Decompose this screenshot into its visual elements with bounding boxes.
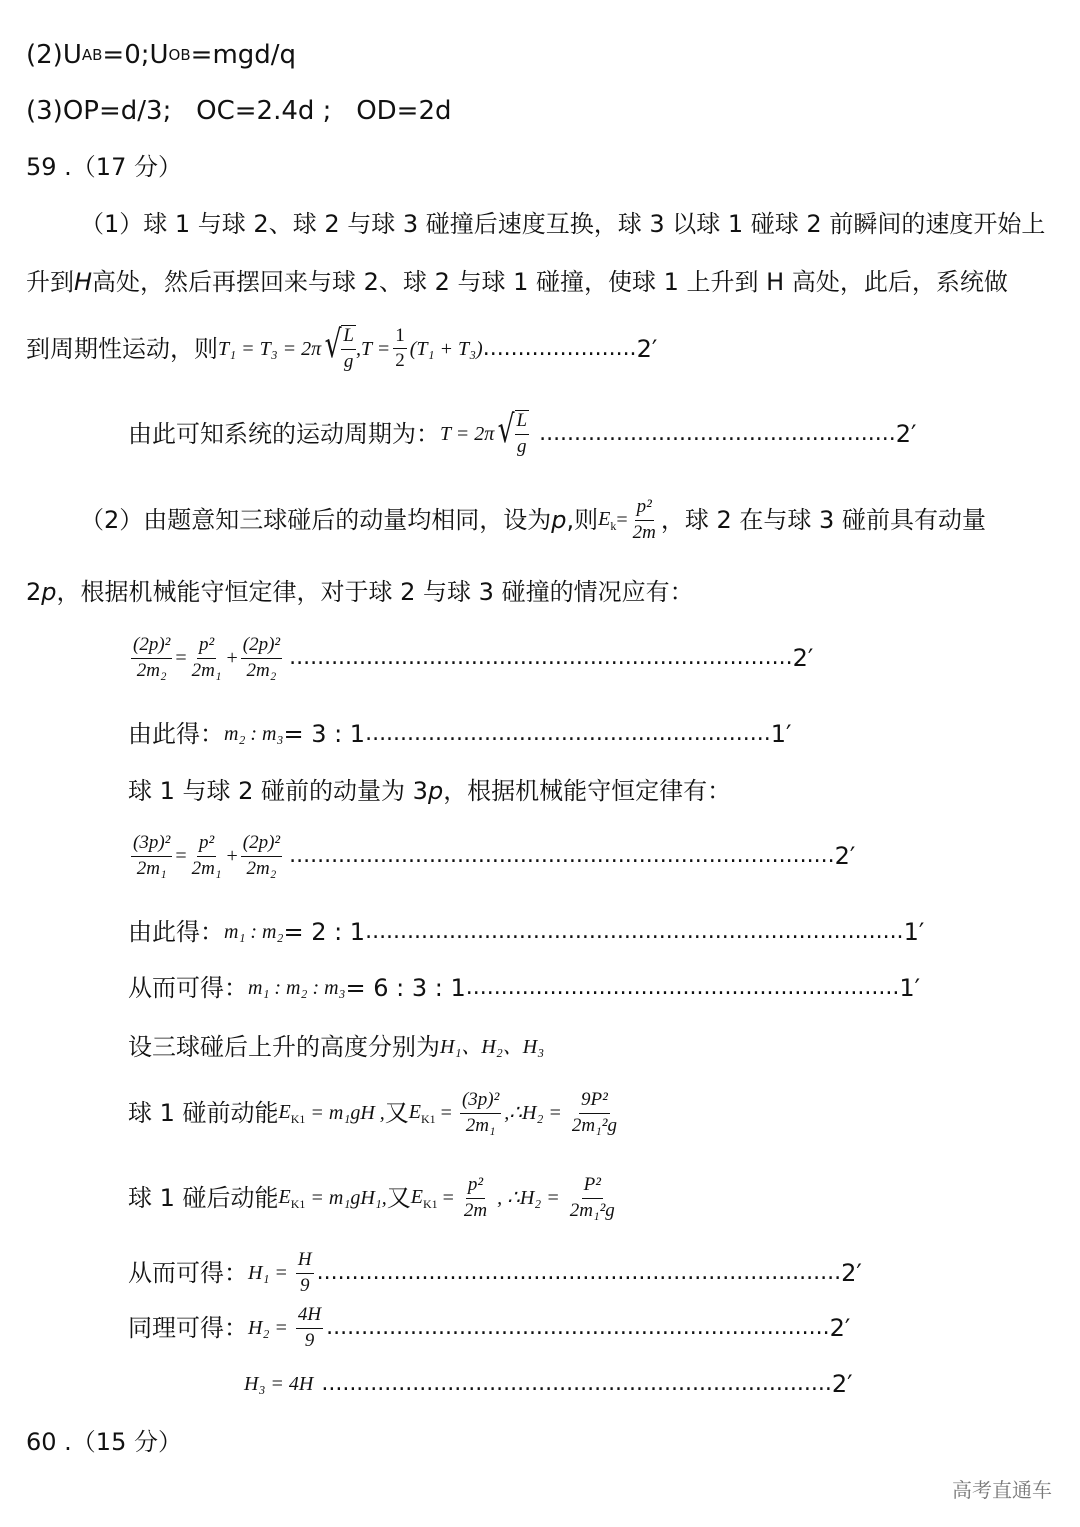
radical-sign: √ <box>324 322 342 366</box>
subscript-ab: AB <box>81 45 103 64</box>
leader-dots: ........................................................................... <box>316 1262 842 1285</box>
q59-part1-line2 <box>26 270 1008 294</box>
num: (3p)² <box>131 833 172 857</box>
ratio: = 3 : 1 <box>283 720 366 748</box>
text: 设三球碰后上升的高度分别为 <box>128 1033 440 1061</box>
text: 球 1 碰后动能 <box>128 1184 279 1213</box>
var-p: p <box>41 578 57 606</box>
den: 2m₂ <box>246 659 277 681</box>
formula: = m₁gH , <box>305 1102 385 1125</box>
den: 9 <box>300 1274 310 1296</box>
formula: H₂ = <box>248 1317 293 1340</box>
num: p² <box>197 635 216 659</box>
formula-heights: H₁、H₂、H₃ <box>440 1036 545 1058</box>
sqrt-l-over-g <box>494 407 529 458</box>
formula: m₁ : m₂ <box>224 921 284 943</box>
den: 2 <box>395 350 405 372</box>
num: L <box>515 411 530 435</box>
formula: H₃ = 4H <box>244 1373 314 1395</box>
equals: = <box>437 1187 459 1210</box>
score: 1′ <box>899 974 921 1002</box>
den: 2m₂ <box>136 659 167 681</box>
text-you: 又 <box>384 1099 409 1128</box>
den: 2m₂ <box>246 857 277 879</box>
k1: K1 <box>290 1196 306 1211</box>
answer-2-prefix: (2)U <box>26 40 82 70</box>
e: E <box>278 1100 291 1123</box>
formula: , ∴H₂ = <box>492 1187 565 1210</box>
formula-t: ,T = <box>355 337 391 360</box>
formula-sum: (T₁ + T₃) <box>409 337 483 360</box>
den: 9 <box>304 1329 315 1351</box>
q59-heading: 59 .（17 分） <box>26 153 182 181</box>
fraction <box>460 1090 501 1137</box>
equals: = <box>616 509 628 532</box>
den: g <box>517 435 527 457</box>
watermark: 高考直通车 <box>952 1478 1052 1502</box>
k1: K1 <box>422 1196 438 1211</box>
text: 升到 <box>26 268 74 296</box>
num: (2p)² <box>241 833 282 857</box>
text: 到周期性运动，则 <box>26 334 218 363</box>
formula: m₁ : m₂ : m₃ <box>248 977 346 999</box>
h2-line <box>128 1305 850 1352</box>
ek1 <box>279 1187 306 1210</box>
e: E <box>410 1185 423 1208</box>
leader-dots: ................................................... <box>539 422 896 445</box>
num: P² <box>582 1175 603 1199</box>
ke-after-line <box>128 1175 620 1222</box>
text: 从而可得： <box>128 1259 248 1288</box>
leader-dots: .......................................................... <box>365 723 771 745</box>
score: 2′ <box>636 334 658 363</box>
period-line <box>128 407 917 458</box>
fraction <box>190 833 224 880</box>
leader-dots: .............................................................................. <box>289 845 835 868</box>
text: （2）由题意知三球碰后的动量均相同，设为 <box>80 506 552 535</box>
fraction-p2-2m <box>631 497 658 544</box>
leader-dots: ............................................................................. <box>365 921 904 943</box>
leader-dots: .............................................................. <box>465 977 900 999</box>
fraction <box>462 1175 489 1222</box>
score: 2′ <box>792 644 814 673</box>
subscript-ob: OB <box>168 45 191 64</box>
result-m1-m2-m3 <box>128 976 920 1000</box>
formula: m₂ : m₃ <box>224 723 284 745</box>
e: E <box>408 1100 421 1123</box>
answer-2-mid: =0;U <box>102 40 169 70</box>
text: 同理可得： <box>128 1314 248 1343</box>
num: p² <box>197 833 216 857</box>
ke-before-line <box>128 1090 622 1137</box>
score: 2′ <box>834 842 856 871</box>
num: (2p)² <box>241 635 282 659</box>
k1: K1 <box>420 1111 436 1126</box>
num: 1 <box>393 326 407 350</box>
score: 2′ <box>831 1370 853 1398</box>
text: 高处，然后再摆回来与球 2、球 2 与球 1 碰撞，使球 1 上升到 H 高处，此后，系统做 <box>92 268 1008 296</box>
k1: K1 <box>290 1111 306 1126</box>
text: 球 1 碰前动能 <box>128 1099 279 1128</box>
equals: = <box>175 647 187 670</box>
den: 2m <box>463 1199 488 1221</box>
score: 2′ <box>841 1259 862 1288</box>
heights-line <box>128 1035 544 1059</box>
radical-sign: √ <box>497 407 515 451</box>
var-h: H <box>74 268 93 296</box>
result-m1-m2 <box>128 920 924 944</box>
text: 由此可知系统的运动周期为： <box>128 419 440 448</box>
num: L <box>341 326 356 350</box>
var-p: p <box>551 506 567 535</box>
formula: ,∴H₂ = <box>504 1102 567 1125</box>
fraction <box>241 833 282 880</box>
leader-dots: ........................................................................ <box>289 647 793 670</box>
ek1 <box>411 1187 438 1210</box>
num: p² <box>466 1175 485 1199</box>
h3-line <box>244 1372 853 1396</box>
text: 由此得： <box>128 720 224 748</box>
num: (2p)² <box>131 635 172 659</box>
q60-heading: 60 .（15 分） <box>26 1428 182 1456</box>
fraction <box>131 833 172 880</box>
num: (3p)² <box>460 1090 501 1114</box>
text: ，根据机械能守恒定律，对于球 2 与球 3 碰撞的情况应有： <box>56 578 694 606</box>
den: 2m₁²g <box>569 1199 615 1221</box>
formula-t1-t3: T₁ = T₃ = 2π <box>218 337 322 360</box>
den: 2m₁ <box>191 659 222 681</box>
plus: + <box>226 845 238 868</box>
text: 2 <box>26 578 42 606</box>
ek1 <box>409 1102 436 1125</box>
fraction-half <box>393 326 407 373</box>
e: E <box>278 1185 291 1208</box>
fraction <box>190 635 224 682</box>
text: ,则 <box>566 506 599 535</box>
text: 从而可得： <box>128 974 248 1002</box>
var-p: p <box>427 777 444 805</box>
answer-2-end: =mgd/q <box>190 40 297 70</box>
ratio: = 2 : 1 <box>283 918 366 946</box>
fraction <box>296 1305 323 1352</box>
q59-part2-line2 <box>26 580 694 604</box>
num: p² <box>635 497 654 521</box>
text: ，根据机械能守恒定律有： <box>443 777 732 805</box>
text: ，球 2 在与球 3 碰前具有动量 <box>660 506 986 535</box>
den: g <box>343 350 354 372</box>
e: E <box>598 507 611 530</box>
ek1 <box>279 1102 306 1125</box>
answer-2 <box>26 42 296 68</box>
equation-1 <box>128 635 813 682</box>
num: H <box>296 1250 314 1274</box>
result-m2-m3 <box>128 722 791 746</box>
plus: + <box>226 647 238 670</box>
den: 2m₁ <box>191 857 222 879</box>
answer-3: (3)OP=d/3; OC=2.4d ; OD=2d <box>26 96 452 126</box>
den: 2m₁²g <box>571 1114 617 1136</box>
score: 2′ <box>829 1314 851 1343</box>
leader-dots: ......................................................................... <box>321 1373 832 1395</box>
h1-line <box>128 1250 862 1297</box>
formula-t: T = 2π <box>440 422 495 445</box>
q59-part2-line1 <box>80 497 986 544</box>
fraction <box>296 1250 314 1297</box>
momentum-line <box>128 779 731 803</box>
score: 1′ <box>770 720 792 748</box>
formula: H₁ = <box>248 1262 293 1285</box>
equals: = <box>175 845 187 868</box>
fraction <box>241 635 282 682</box>
den: 2m <box>632 521 656 543</box>
ek <box>598 509 616 532</box>
text-you: 又 <box>386 1184 411 1213</box>
den: 2m₁ <box>465 1114 496 1136</box>
leader-dots: ...................... <box>482 337 637 360</box>
text: 球 1 与球 2 碰前的动量为 3 <box>128 777 428 805</box>
k: k <box>610 518 617 533</box>
num: 4H <box>296 1305 323 1329</box>
score: 1′ <box>903 918 925 946</box>
fraction <box>568 1175 617 1222</box>
score: 2′ <box>895 419 917 448</box>
text: 由此得： <box>128 918 224 946</box>
q59-part1-line3 <box>26 322 658 373</box>
den: 2m₁ <box>136 857 167 879</box>
equation-2 <box>128 833 855 880</box>
sqrt-l-over-g <box>321 322 356 373</box>
fraction <box>131 635 172 682</box>
formula: = m₁gH₁, <box>305 1187 387 1210</box>
num: 9P² <box>579 1090 610 1114</box>
fraction <box>570 1090 619 1137</box>
leader-dots: ........................................................................ <box>326 1317 830 1340</box>
q59-part1-line1: （1）球 1 与球 2、球 2 与球 3 碰撞后速度互换，球 3 以球 1 碰球 2 前瞬间的速度开始上 <box>80 210 1046 238</box>
ratio: = 6 : 3 : 1 <box>345 974 466 1002</box>
equals: = <box>435 1102 457 1125</box>
